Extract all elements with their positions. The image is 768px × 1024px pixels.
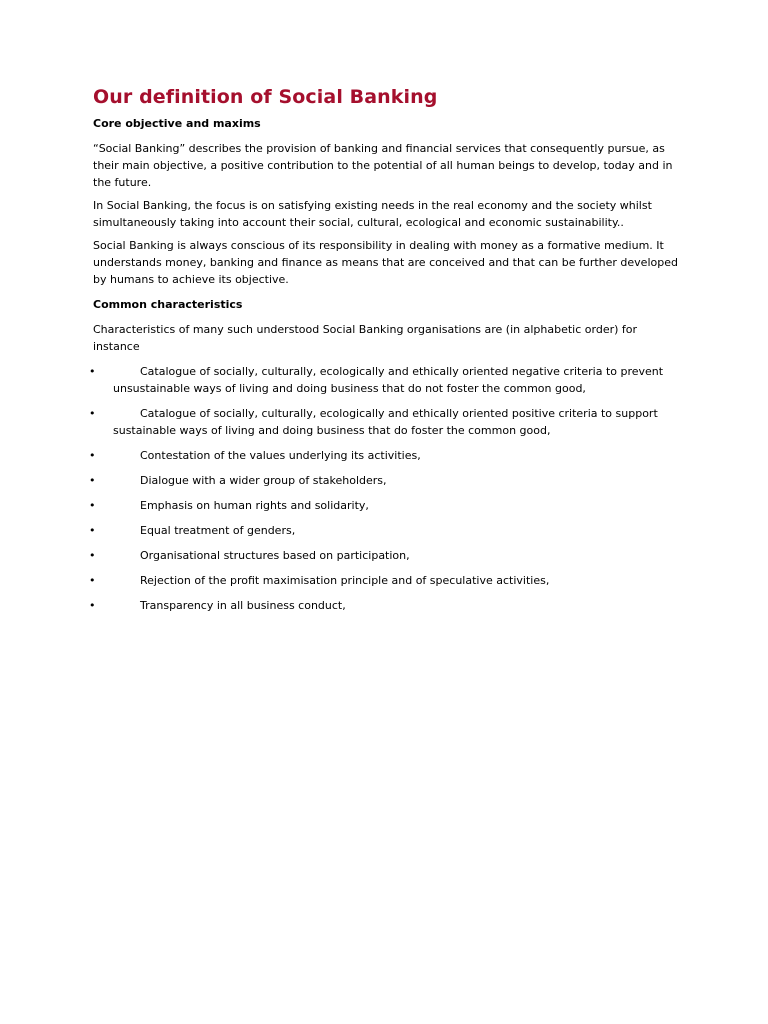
paragraph: Social Banking is always conscious of its responsibility in dealing with money as a formative medium. It understands money, banking and finance as means that are conceived and that can be further developed by humans to achieve its objective. [93, 239, 678, 286]
paragraph: In Social Banking, the focus is on satisfying existing needs in the real economy and the society whilst simultaneously taking into account their social, cultural, ecological and economic sustainability.. [93, 199, 652, 229]
list-item-text: Organisational structures based on participation, [140, 549, 410, 562]
section-heading-common-characteristics: Common characteristics [93, 298, 243, 311]
document-title: Our definition of Social Banking [93, 86, 438, 108]
list-item-text: Catalogue of socially, culturally, ecologically and ethically oriented negative criteria to prevent unsustainable ways of living and doing business that do not foster the common good, [113, 365, 664, 395]
bullet-icon: • [89, 365, 96, 378]
section-intro: Characteristics of many such understood Social Banking organisations are (in alphabetic order) for instance [93, 323, 638, 353]
bullet-icon: • [89, 599, 96, 612]
list-item [89, 572, 683, 589]
list-item [89, 363, 683, 397]
characteristics-list [89, 363, 683, 614]
list-item-text: Transparency in all business conduct, [140, 599, 346, 612]
section-heading-core-objective: Core objective and maxims [93, 117, 261, 130]
list-item [89, 472, 683, 489]
document-page [89, 84, 683, 622]
list-item-text: Catalogue of socially, culturally, ecologically and ethically oriented positive criteria to support sustainable ways of living and doing business that do foster the common good, [113, 407, 658, 437]
bullet-icon: • [89, 407, 96, 420]
list-item [89, 405, 683, 439]
bullet-icon: • [89, 549, 96, 562]
list-item-text: Equal treatment of genders, [140, 524, 296, 537]
paragraph: “Social Banking” describes the provision of banking and financial services that consequently pursue, as their main objective, a positive contribution to the potential of all human beings to develop, today and in the future. [93, 142, 673, 189]
list-item [89, 447, 683, 464]
bullet-icon: • [89, 524, 96, 537]
list-item [89, 547, 683, 564]
list-item-text: Rejection of the profit maximisation principle and of speculative activities, [140, 574, 550, 587]
bullet-icon: • [89, 449, 96, 462]
list-item [89, 597, 683, 614]
list-item-text: Dialogue with a wider group of stakeholders, [140, 474, 387, 487]
bullet-icon: • [89, 574, 96, 587]
bullet-icon: • [89, 499, 96, 512]
bullet-icon: • [89, 474, 96, 487]
list-item-text: Emphasis on human rights and solidarity, [140, 499, 369, 512]
list-item-text: Contestation of the values underlying its activities, [140, 449, 421, 462]
list-item [89, 497, 683, 514]
list-item [89, 522, 683, 539]
